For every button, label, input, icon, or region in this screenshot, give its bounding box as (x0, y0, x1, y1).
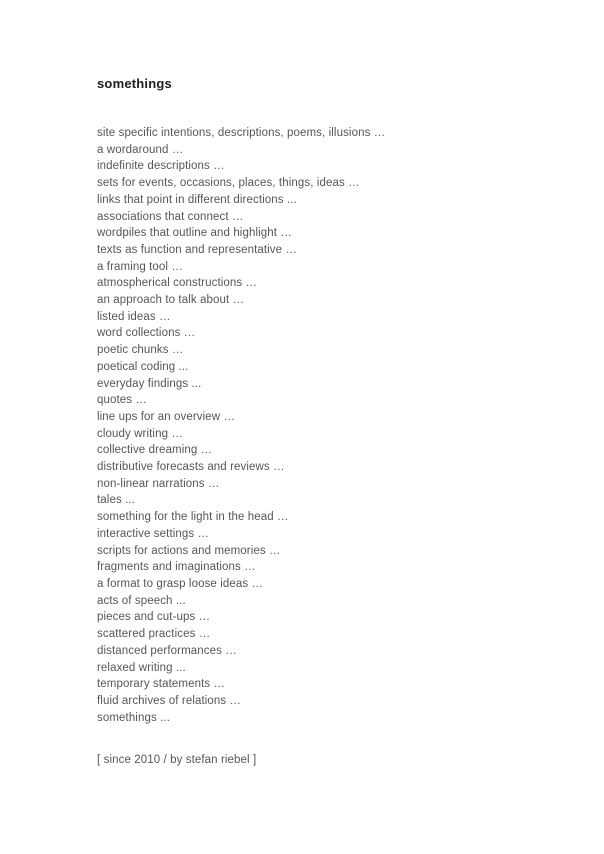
list-item[interactable]: collective dreaming … (97, 444, 213, 457)
list-item[interactable]: fluid archives of relations … (97, 694, 242, 707)
page-title: somethings (97, 76, 172, 91)
list-item[interactable]: something for the light in the head … (97, 511, 289, 524)
list-item[interactable]: cloudy writing … (97, 427, 183, 440)
list-item[interactable]: associations that connect … (97, 210, 244, 223)
list-item[interactable]: tales ... (97, 494, 135, 507)
list-item[interactable]: fragments and imaginations … (97, 561, 256, 574)
list-item[interactable]: somethings ... (97, 711, 170, 724)
list-item[interactable]: a format to grasp loose ideas … (97, 577, 264, 590)
list-item[interactable]: scripts for actions and memories … (97, 544, 281, 557)
list-item[interactable]: poetical coding ... (97, 360, 189, 373)
list-item[interactable]: interactive settings … (97, 527, 210, 540)
list-item[interactable]: word collections … (97, 327, 196, 340)
list-item[interactable]: line ups for an overview … (97, 410, 236, 423)
list-item[interactable]: temporary statements … (97, 678, 226, 691)
list-item[interactable]: everyday findings ... (97, 377, 202, 390)
list-item[interactable]: sets for events, occasions, places, things, ideas … (97, 177, 360, 190)
list-item[interactable]: wordpiles that outline and highlight … (97, 227, 292, 240)
list-item[interactable]: atmospherical constructions … (97, 277, 258, 290)
list-item[interactable]: scattered practices … (97, 628, 211, 641)
list-item[interactable]: an approach to talk about … (97, 294, 245, 307)
list-item[interactable]: distributive forecasts and reviews … (97, 461, 285, 474)
list-item[interactable]: poetic chunks … (97, 344, 184, 357)
list-item[interactable]: links that point in different directions ... (97, 193, 297, 206)
list-item[interactable]: acts of speech ... (97, 594, 186, 607)
list-item[interactable]: listed ideas … (97, 310, 171, 323)
list-item[interactable]: a wordaround … (97, 143, 184, 156)
list-item[interactable]: quotes … (97, 394, 148, 407)
list-item[interactable]: relaxed writing ... (97, 661, 186, 674)
list-item[interactable]: non-linear narrations … (97, 477, 220, 490)
list-item[interactable]: texts as function and representative … (97, 243, 298, 256)
list-item[interactable]: site specific intentions, descriptions, poems, illusions … (97, 127, 386, 139)
footer-credit: [ since 2010 / by stefan riebel ] (97, 754, 257, 766)
list-item[interactable]: a framing tool … (97, 260, 183, 273)
somethings-list (97, 125, 557, 726)
list-item[interactable]: indefinite descriptions … (97, 160, 225, 173)
list-item[interactable]: pieces and cut-ups … (97, 611, 211, 624)
list-item[interactable]: distanced performances … (97, 644, 237, 657)
